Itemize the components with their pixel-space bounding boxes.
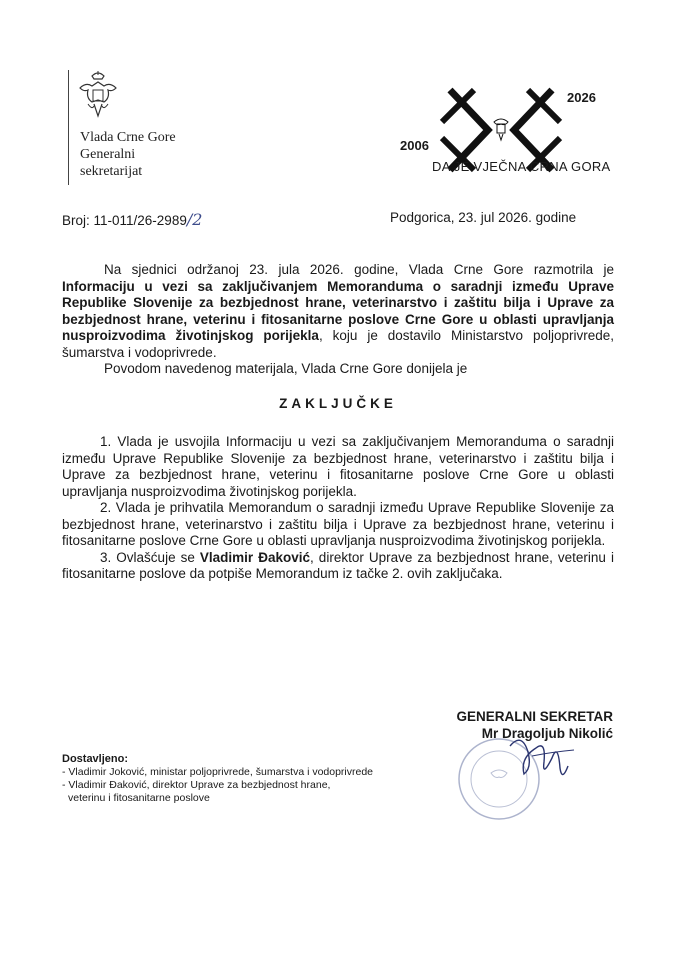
signer-name: Mr Dragoljub Nikolić [481, 726, 613, 741]
org-line-2: Generalni [80, 147, 136, 162]
reference-handwritten-suffix: /2 [186, 210, 203, 229]
distribution-line-1: - Vladimir Joković, ministar poljoprivrede, šumarstva i vodoprivrede [62, 766, 374, 778]
intro-text-post: , koju je dostavilo Ministarstvo poljoprivrede, šumarstva i vodoprivrede. [62, 328, 615, 360]
conclusion-item-3 [62, 550, 614, 583]
distribution-title: Dostavljeno: [62, 753, 129, 765]
header-divider [68, 70, 69, 185]
logo-motto: DA JE VJEČNA CRNA GORA [432, 159, 611, 174]
item3-text-post: , direktor Uprave za bezbjednost hrane, veterinu i fitosanitarne poslove da potpiše Memorandum iz tačke 2. ovih zaključaka. [62, 549, 614, 581]
distribution-line-2: - Vladimir Đaković, direktor Uprave za bezbjednost hrane, [62, 779, 331, 791]
logo-year-start: 2006 [400, 138, 429, 153]
item3-text-pre: 3. Ovlašćuje se [100, 549, 200, 565]
povodom-paragraph: Povodom navedenog materijala, Vlada Crne Gore donijela je [104, 361, 468, 376]
org-line-3: sekretarijat [80, 164, 143, 179]
section-heading: ZAKLJUČKE [279, 395, 397, 411]
coat-of-arms-icon [76, 70, 120, 122]
reference-number [62, 210, 202, 229]
intro-text-bold: Informaciju u vezi sa zaključivanjem Memoranduma o saradnji između Uprave Republike Slovenije za bezbjednost hrane, veterinarstvo i zaštitu bilja i Uprave za bezbjednost hrane, veterinu i fitosanitarne poslove Crne Gore u oblasti upravljanja nusproizvodima životinjskog porijekla [62, 278, 614, 343]
document-body [62, 262, 614, 583]
distribution-list [62, 753, 373, 805]
conclusion-item-1: 1. Vlada je usvojila Informaciju u vezi sa zaključivanjem Memoranduma o saradnji između Uprave Republike Slovenije za bezbjednost hrane, veterinarstvo i zaštitu bilja i Uprave za bezbjednost hrane, veterinu i fitosanitarne poslove Crne Gore u oblasti upravljanja nusproizvodima životinjskog porijekla. [62, 434, 614, 499]
signer-title: GENERALNI SEKRETAR [456, 709, 613, 724]
intro-paragraph [62, 262, 614, 361]
org-line-1: Vlada Crne Gore [80, 130, 176, 145]
distribution-line-3: veterinu i fitosanitarne poslove [68, 792, 210, 804]
organization-name [80, 129, 176, 180]
reference-number-text: Broj: 11-011/26-2989 [62, 213, 187, 228]
logo-year-end: 2026 [567, 90, 596, 105]
conclusion-item-2: 2. Vlada je prihvatila Memorandum o saradnji između Uprave Republike Slovenije za bezbjednost hrane, veterinarstvo i zaštitu bilja i Uprave za bezbjednost hrane, veterinu i fitosanitarne poslove Crne Gore u oblasti upravljanja nusproizvodima životinjskog porijekla. [62, 500, 614, 548]
intro-text-pre: Na sjednici održanoj 23. jula 2026. godine, Vlada Crne Gore razmotrila je [104, 262, 614, 277]
item3-text-bold: Vladimir Đaković [199, 549, 311, 565]
place-and-date: Podgorica, 23. jul 2026. godine [390, 210, 577, 225]
handwritten-signature-icon [502, 728, 582, 788]
